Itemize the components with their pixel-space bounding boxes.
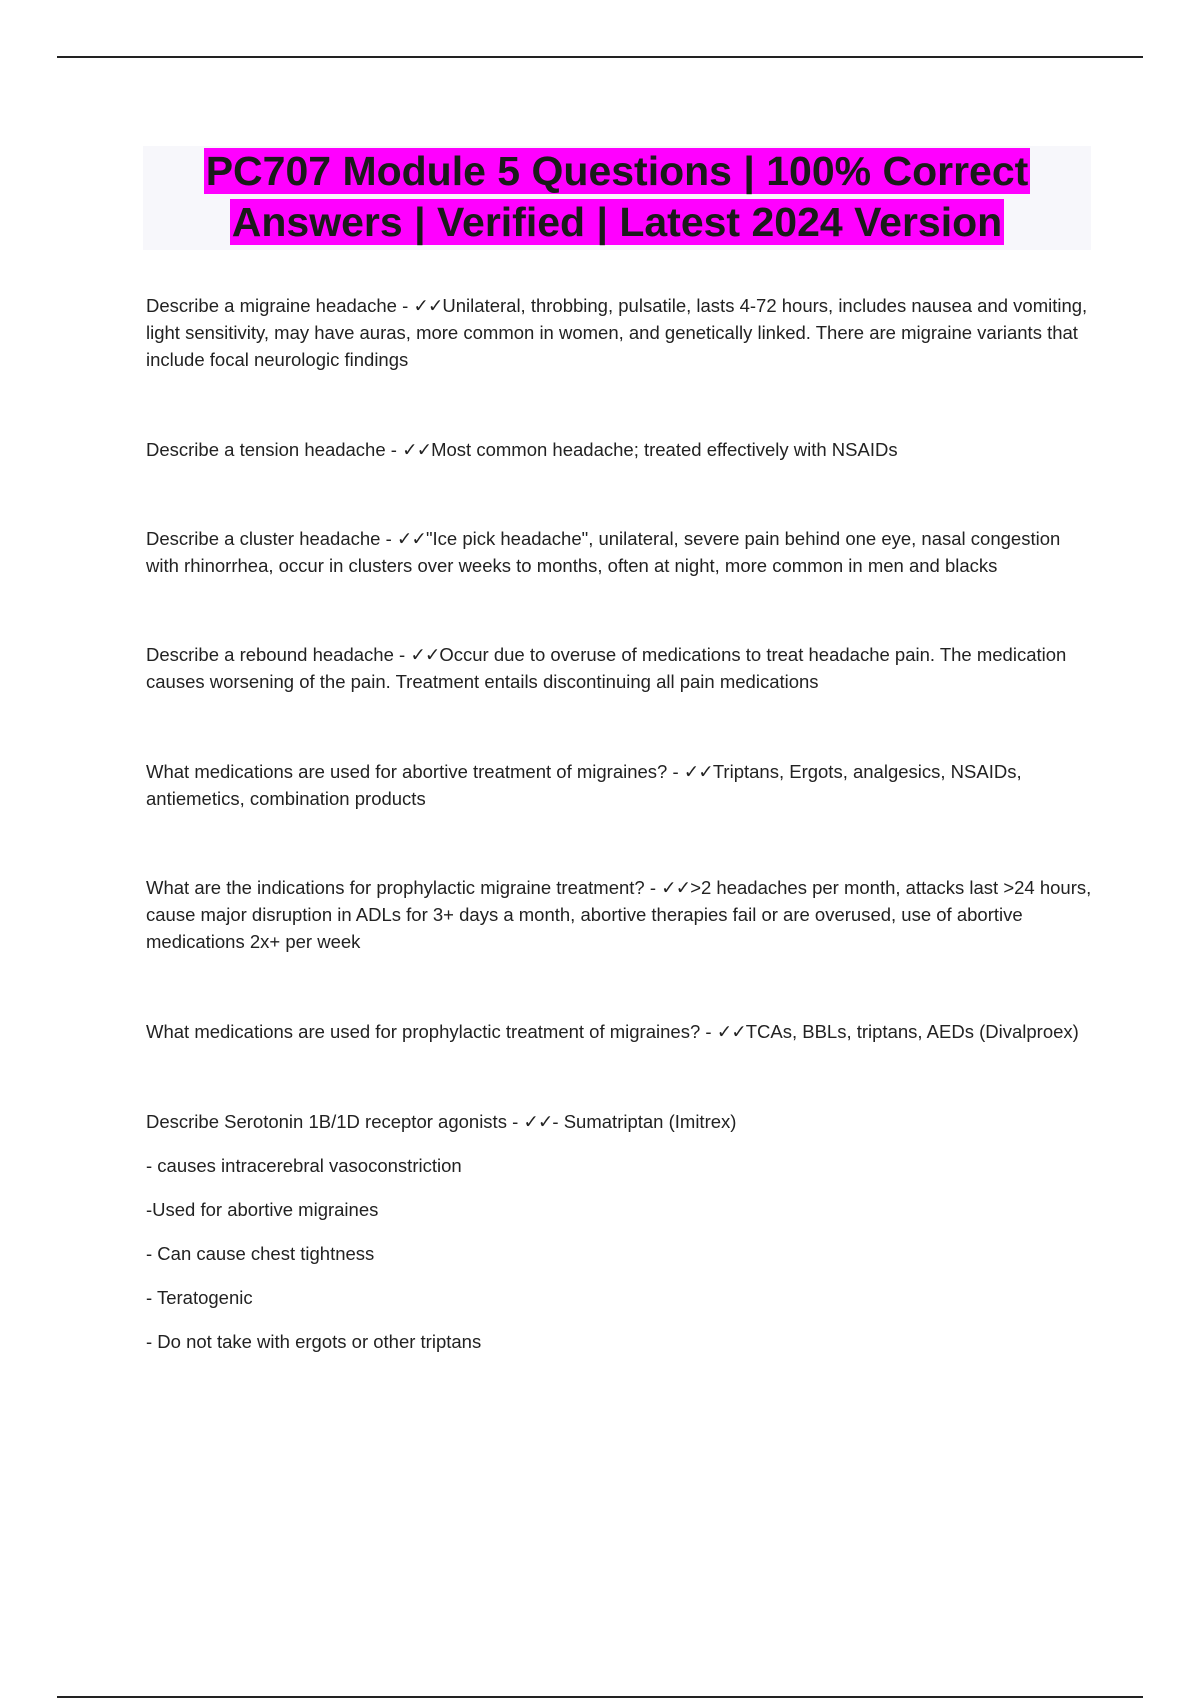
check-mark-icon: ✓✓ — [523, 1111, 553, 1132]
qa-item — [146, 1108, 1092, 1135]
answer-text: "Ice pick headache", unilateral, severe pain behind one eye, nasal congestion with rhinorrhea, occur in clusters over weeks to months, often at night, more common in men and blacks — [146, 528, 1061, 576]
question-text: What medications are used for abortive treatment of migraines? — [146, 761, 668, 782]
list-item: - Teratogenic — [146, 1287, 253, 1308]
check-mark-icon: ✓✓ — [661, 877, 691, 898]
qa-item — [146, 436, 1092, 463]
answer-text: >2 headaches per month, attacks last >24 hours, cause major disruption in ADLs for 3+ days a month, abortive therapies fail or are overused, use of abortive medications 2x+ per week — [146, 877, 1092, 952]
qa-item — [146, 525, 1092, 579]
check-mark-icon: ✓✓ — [683, 761, 713, 782]
sub-point-list — [146, 1152, 1092, 1355]
question-text: Describe a cluster headache — [146, 528, 381, 549]
title-highlight: PC707 Module 5 Questions | 100% Correct Answers | Verified | Latest 2024 Version — [205, 148, 1029, 245]
separator: - — [385, 439, 403, 460]
check-mark-icon: ✓✓ — [716, 1021, 746, 1042]
separator: - — [506, 1111, 524, 1132]
qa-item — [146, 758, 1092, 812]
footer-rule — [57, 1696, 1143, 1698]
separator: - — [396, 295, 414, 316]
list-item: - Can cause chest tightness — [146, 1243, 375, 1264]
answer-text: Most common headache; treated effectively with NSAIDs — [431, 439, 898, 460]
question-text: Describe a rebound headache — [146, 644, 394, 665]
qa-item — [146, 641, 1092, 695]
answer-text: TCAs, BBLs, triptans, AEDs (Divalproex) — [745, 1021, 1079, 1042]
check-mark-icon: ✓✓ — [402, 439, 432, 460]
header-rule — [57, 56, 1143, 58]
qa-item — [146, 1018, 1092, 1045]
list-item: - Do not take with ergots or other triptans — [146, 1331, 482, 1352]
check-mark-icon: ✓✓ — [396, 528, 426, 549]
separator: - — [700, 1021, 717, 1042]
list-item: - causes intracerebral vasoconstriction — [146, 1155, 462, 1176]
separator: - — [393, 644, 411, 665]
answer-text: Occur due to overuse of medications to treat headache pain. The medication causes worsening of the pain. Treatment entails discontinuing all pain medications — [146, 644, 1067, 692]
separator: - — [380, 528, 397, 549]
list-item: -Used for abortive migraines — [146, 1199, 379, 1220]
answer-text: Unilateral, throbbing, pulsatile, lasts 4-72 hours, includes nausea and vomiting, light sensitivity, may have auras, more common in women, and genetically linked. There are migraine variants that include focal neurologic findings — [146, 295, 1088, 370]
qa-item — [146, 292, 1092, 373]
document-body — [146, 292, 1092, 1355]
separator: - — [644, 877, 662, 898]
separator: - — [667, 761, 684, 782]
question-text: Describe a tension headache — [146, 439, 386, 460]
document-title — [143, 146, 1091, 248]
question-text: Describe a migraine headache — [146, 295, 397, 316]
question-text: Describe Serotonin 1B/1D receptor agonists — [146, 1111, 507, 1132]
qa-item — [146, 874, 1092, 955]
answer-text: Triptans, Ergots, analgesics, NSAIDs, antiemetics, combination products — [146, 761, 1022, 809]
check-mark-icon: ✓✓ — [410, 644, 440, 665]
question-text: What medications are used for prophylactic treatment of migraines? — [146, 1021, 701, 1042]
check-mark-icon: ✓✓ — [413, 295, 443, 316]
title-box — [143, 146, 1091, 250]
question-text: What are the indications for prophylactic migraine treatment? — [146, 877, 645, 898]
answer-text: - Sumatriptan (Imitrex) — [552, 1111, 737, 1132]
